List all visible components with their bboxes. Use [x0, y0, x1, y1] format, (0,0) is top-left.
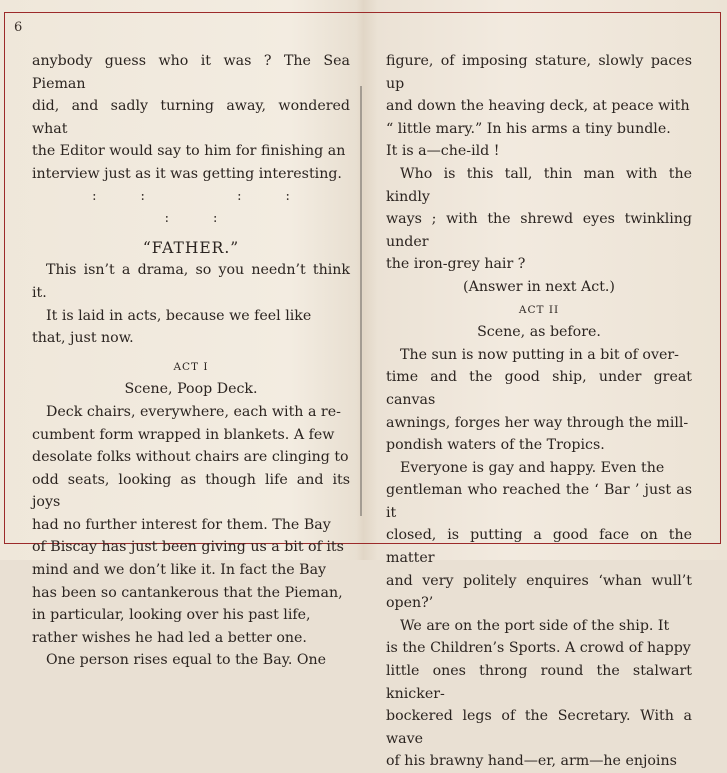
- text-line: had no further interest for them. The Bay: [32, 516, 331, 533]
- scene-heading: Scene, as before.: [477, 324, 601, 341]
- left-column: [32, 50, 350, 672]
- text-line: figure, of imposing stature, slowly paces up: [386, 53, 692, 92]
- text-line: little ones throng round the stalwart knicker-: [386, 663, 692, 702]
- page-number: 6: [14, 20, 23, 35]
- text-line: rather wishes he had led a better one.: [32, 629, 307, 646]
- text-line: that, just now.: [32, 330, 134, 347]
- section-divider: :: :: ::: [92, 188, 334, 227]
- text-line: Everyone is gay and happy. Even the: [400, 459, 665, 476]
- text-line: of his brawny hand—er, arm—he enjoins: [386, 753, 677, 770]
- text-line: and very politely enquires ‘whan wull’t open?’: [386, 572, 692, 612]
- text-line: the Editor would say to him for finishing an: [32, 143, 346, 160]
- text-line: of Biscay has just been giving us a bit of its: [32, 539, 344, 556]
- section-title: “FATHER.”: [142, 238, 240, 257]
- text-line: time and the good ship, under great canvas: [386, 369, 692, 408]
- text-line: interview just as it was getting interesting.: [32, 165, 342, 182]
- text-line: This isn’t a drama, so you needn’t think it.: [32, 262, 350, 301]
- text-line: awnings, forges her way through the mill-: [386, 414, 689, 431]
- right-column: [386, 50, 692, 773]
- text-line: anybody guess who it was ? The Sea Pieman: [32, 53, 350, 92]
- text-line: gentleman who reached the ‘ Bar ’ just as it: [386, 482, 692, 521]
- text-line: bockered legs of the Secretary. With a wave: [386, 708, 692, 747]
- text-line: Who is this tall, thin man with the kindly: [386, 165, 692, 205]
- text-line: did, and sadly turning away, wondered what: [32, 98, 350, 137]
- center-gutter: [360, 86, 362, 516]
- text-line: in particular, looking over his past life,: [32, 607, 311, 624]
- text-line: We are on the port side of the ship. It: [400, 617, 670, 634]
- text-line: odd seats, looking as though life and its joys: [32, 471, 350, 511]
- text-line: mind and we don’t like it. In fact the Bay: [32, 562, 327, 579]
- text-line: ways ; with the shrewd eyes twinkling under: [386, 211, 692, 250]
- text-line: pondish waters of the Tropics.: [386, 437, 605, 454]
- text-line: One person rises equal to the Bay. One: [46, 652, 327, 669]
- act-heading: ACT II: [518, 303, 560, 316]
- text-line: is the Children’s Sports. A crowd of happy: [386, 640, 691, 657]
- text-line: “ little mary.” In his arms a tiny bundle.: [386, 120, 671, 137]
- text-line: Deck chairs, everywhere, each with a re-: [46, 403, 341, 420]
- text-line: It is laid in acts, because we feel like: [46, 307, 312, 324]
- text-line: It is a—che-ild !: [386, 143, 500, 160]
- text-line: and down the heaving deck, at peace with: [386, 98, 690, 115]
- text-line: cumbent form wrapped in blankets. A few: [32, 426, 335, 443]
- text-line: closed, is putting a good face on the matter: [386, 527, 692, 567]
- scene-heading: Scene, Poop Deck.: [124, 381, 258, 398]
- text-line: the iron-grey hair ?: [386, 256, 526, 273]
- answer-note: (Answer in next Act.): [463, 278, 615, 295]
- text-line: has been so cantankerous that the Pieman,: [32, 584, 343, 601]
- text-line: desolate folks without chairs are clinging to: [32, 449, 349, 466]
- act-heading: ACT I: [173, 360, 209, 373]
- text-line: The sun is now putting in a bit of over-: [400, 346, 679, 363]
